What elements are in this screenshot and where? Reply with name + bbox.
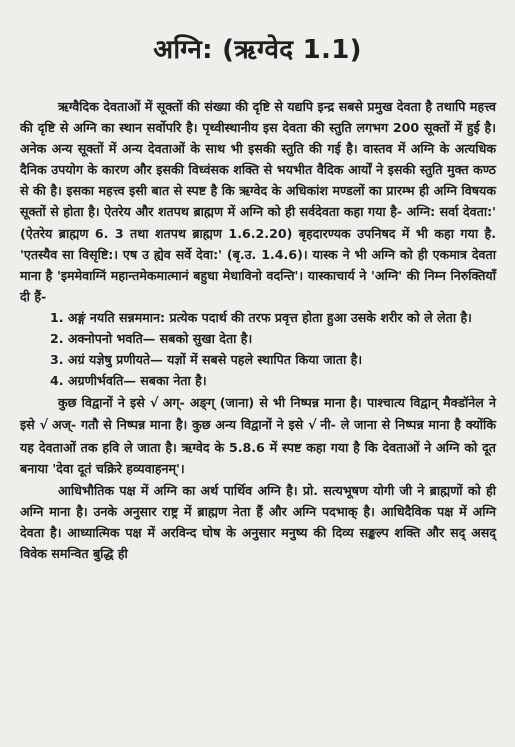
document-body <box>20 96 496 564</box>
paragraph-interpretation: आधिभौतिक पक्ष में अग्नि का अर्थ पार्थिव अग्नि है। प्रो. सत्यभूषण योगी जी ने ब्राह्मणों को ही अग्नि माना है। उनके अनुसार राष्ट्र में ब्राह्मण नेता हैं और अग्नि पदभाक् है। आधिदैविक पक्ष में अग्नि देवता है। आध्यात्मिक पक्ष में अरविन्द घोष के अनुसार मनुष्य की दिव्य सङ्कल्प शक्ति और सद् असद् विवेक समन्वित बुद्धि ही <box>20 482 496 561</box>
list-item: 3. अग्रं यज्ञेषु प्रणीयते— यज्ञों में सबसे पहले स्थापित किया जाता है। <box>50 352 363 368</box>
etymology-text-2: अग्- अङ्ग् (जाना) से भी निष्पन्न माना है। पाश्चात्य विद्वान् मैक्डॉनेल ने इसे <box>20 395 496 433</box>
nirukti-list <box>20 307 496 391</box>
etymology-text-4: नी- ले जाना से निष्पन्न माना है क्योंकि यह देवताओं तक हवि ले जाता है। ऋग्वेद के 5.8.6 में स्पष्ट कहा गया है कि देवताओं ने अग्नि को दूत बनाया 'देवा दूतं चक्रिरे हव्यवाहनम्'। <box>20 417 496 476</box>
etymology-text-3: अज्- गतौ से निष्पन्न माना है। कुछ अन्य विद्वानों ने इसे <box>47 417 308 433</box>
list-item: 2. अक्नोपनो भवति— सबको सुखा देता है। <box>50 331 253 347</box>
root-symbol: √ <box>39 418 48 434</box>
root-symbol: √ <box>307 418 316 434</box>
etymology-text-1: कुछ विद्वानों ने इसे <box>58 395 150 411</box>
list-item: 4. अग्रणीर्भवति— सबका नेता है। <box>50 373 207 389</box>
list-item: 1. अङ्गं नयति सन्नममान: प्रत्येक पदार्थ की तरफ प्रवृत्त होता हुआ उसके शरीर को ले लेता है। <box>50 309 472 325</box>
paragraph-etymology <box>20 392 496 478</box>
page-title: अग्नि: (ऋग्वेद 1.1) <box>153 35 362 65</box>
root-symbol: √ <box>149 396 158 412</box>
paragraph-intro: ऋग्वैदिक देवताओं में सूक्तों की संख्या की दृष्टि से यद्यपि इन्द्र सबसे प्रमुख देवता है तथापि महत्त्व की दृष्टि से अग्नि का स्थान सर्वोपरि है। पृथ्वीस्थानीय इस देवता की स्तुति लगभग 200 सूक्तों में हुई है। अनेक अन्य सूक्तों में अन्य देवताओं के साथ भी इसकी स्तुति की गई है। वास्तव में अग्नि के अत्यधिक दैनिक उपयोग के कारण और इसकी विध्वंसक शक्ति से भयभीत वैदिक आर्यों ने इसकी स्तुति मुक्त कण्ठ से की है। इसका महत्त्व इसी बात से स्पष्ट है कि ऋग्वेद के अधिकांश मण्डलों का प्रारम्भ ही अग्नि विषयक सूक्तों से होता है। ऐतरेय और शतपथ ब्राह्मण में अग्नि को ही सर्वदेवता कहा गया है- अग्नि: सर्वा देवता:' (ऐतरेय ब्राह्मण 6. 3 तथा शतपथ ब्राह्मण 1.6.2.20) बृहदारण्यक उपनिषद में भी कहा गया है. 'एतस्यैव सा विसृष्टि:। एष उ ह्येव सर्वे देवा:' (बृ.उ. 1.4.6)। यास्क ने भी अग्नि को ही एकमात्र देवता माना है 'इममेवाग्निं महान्तमेकमात्मानं बहुधा मेधाविनो वदन्ति'। यास्काचार्य ने 'अग्नि' की निम्न निरुक्तियाँ दी हैं- <box>20 99 496 304</box>
